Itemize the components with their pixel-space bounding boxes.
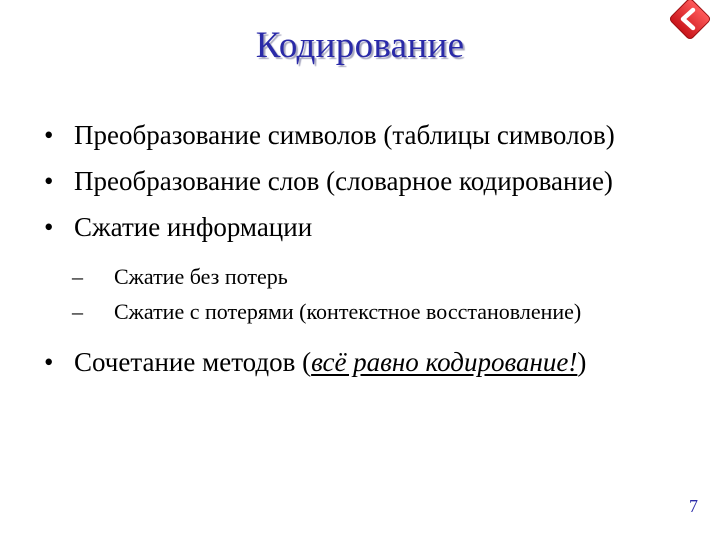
slide-title: Кодирование bbox=[255, 25, 465, 66]
bullet-text: Преобразование символов (таблицы символов) bbox=[74, 120, 615, 150]
bullet-marker: • bbox=[44, 120, 54, 150]
sub-bullet-text: Сжатие без потерь bbox=[114, 264, 288, 289]
dash-marker: – bbox=[72, 264, 83, 289]
bullet-marker: • bbox=[44, 166, 54, 196]
bullet-text: Сжатие информации bbox=[74, 212, 313, 242]
page-number: 7 bbox=[689, 496, 698, 516]
bullet-marker: • bbox=[44, 212, 54, 242]
bullet-marker: • bbox=[44, 347, 54, 377]
sub-bullet-list bbox=[38, 264, 713, 325]
back-arrow-icon bbox=[666, 0, 714, 48]
bullet-text-prefix: Сочетание методов ( bbox=[74, 347, 312, 377]
bullet-item-3 bbox=[38, 210, 713, 244]
bullet-text-suffix: ) bbox=[577, 347, 587, 377]
bullet-item-2 bbox=[38, 164, 713, 198]
sub-bullet-item-2 bbox=[72, 299, 713, 325]
sub-bullet-text: Сжатие с потерями (контекстное восстановление) bbox=[114, 299, 582, 324]
dash-marker: – bbox=[72, 299, 83, 324]
sub-bullet-item-1 bbox=[72, 264, 713, 290]
bullet-item-4 bbox=[38, 345, 713, 379]
bullet-emphasis: всё равно кодирование! bbox=[311, 347, 578, 377]
bullet-text: Преобразование слов (словарное кодирование) bbox=[74, 166, 613, 196]
back-button[interactable] bbox=[666, 0, 714, 48]
slide-content bbox=[38, 118, 713, 391]
bullet-item-1 bbox=[38, 118, 713, 152]
